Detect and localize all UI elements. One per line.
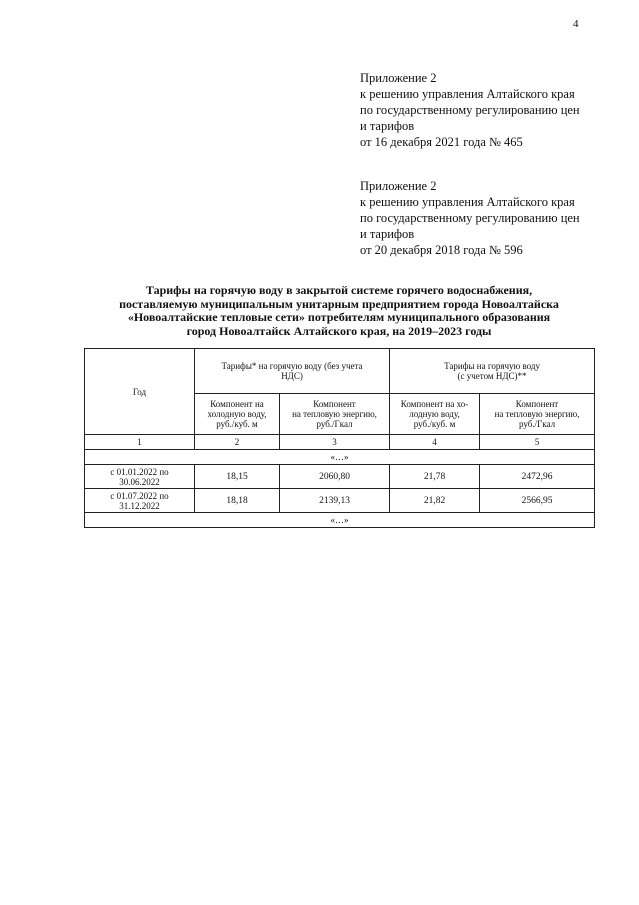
appendix-text: по государственному регулированию цен [360, 211, 580, 225]
header-line: Тарифы* на горячую воду (без учета [221, 361, 363, 371]
title-line: поставляемую муниципальным унитарным предприятием города Новоалтайска [119, 296, 559, 311]
ellipsis-row [85, 450, 595, 465]
appendix-date: от 20 декабря 2018 года № 596 [360, 243, 523, 257]
page-number: 4 [573, 18, 579, 30]
tariffs-table [84, 348, 595, 528]
table-header-row [85, 349, 595, 394]
period-line: 30.06.2022 [119, 476, 160, 487]
appendix-title: Приложение 2 [360, 71, 437, 85]
column-number: 1 [85, 435, 195, 450]
period-cell [85, 489, 195, 513]
header-line: руб./Гкал [518, 419, 556, 429]
omitted-rows-marker: «…» [85, 513, 595, 528]
column-number-row [85, 435, 595, 450]
appendix-current-block [360, 70, 620, 150]
appendix-text: и тарифов [360, 119, 415, 133]
cold-water-vat-value: 21,78 [390, 465, 480, 489]
year-header: Год [85, 349, 195, 435]
cold-water-no-vat-value: 18,18 [195, 489, 280, 513]
appendix-text: по государственному регулированию цен [360, 103, 580, 117]
appendix-text: и тарифов [360, 227, 415, 241]
header-line: Компонент на хо- [400, 399, 469, 409]
cold-water-no-vat-header [195, 394, 280, 435]
header-line: НДС) [281, 371, 303, 381]
header-line: (с учетом НДС)** [457, 371, 527, 381]
period-cell [85, 465, 195, 489]
period-line: 31.12.2022 [119, 500, 160, 511]
period-line: с 01.01.2022 по [110, 466, 169, 477]
header-line: Компонент [313, 399, 356, 409]
omitted-rows-marker: «…» [85, 450, 595, 465]
header-line: руб./куб. м [413, 419, 456, 429]
header-line: Компонент на [210, 399, 264, 409]
table-row [85, 465, 595, 489]
header-line: лодную воду, [409, 409, 460, 419]
header-line: Тарифы на горячую воду [444, 361, 540, 371]
title-line: Тарифы на горячую воду в закрытой системе горячего водоснабжения, [145, 283, 533, 297]
cold-water-vat-header [390, 394, 480, 435]
header-line: руб./куб. м [216, 419, 258, 429]
heat-no-vat-value: 2139,13 [280, 489, 390, 513]
appendix-date: от 16 декабря 2021 года № 465 [360, 135, 523, 149]
table-row [85, 489, 595, 513]
column-number: 5 [480, 435, 595, 450]
header-line: руб./Гкал [316, 419, 353, 429]
appendix-text: к решению управления Алтайского края [360, 87, 575, 101]
tariff-without-vat-header [195, 349, 390, 394]
column-number: 2 [195, 435, 280, 450]
column-number: 4 [390, 435, 480, 450]
title-line: город Новоалтайск Алтайского края, на 2019–2023 годы [186, 323, 492, 338]
document-title [84, 284, 594, 338]
header-line: на тепловую энергию, [494, 409, 580, 419]
ellipsis-row [85, 513, 595, 528]
period-line: с 01.07.2022 по [110, 490, 169, 501]
header-line: на тепловую энергию, [292, 409, 377, 419]
header-line: Компонент [515, 399, 559, 409]
header-line: холодную воду, [207, 409, 267, 419]
heat-no-vat-value: 2060,80 [280, 465, 390, 489]
appendix-title: Приложение 2 [360, 179, 437, 193]
heat-vat-value: 2472,96 [480, 465, 595, 489]
heat-vat-value: 2566,95 [480, 489, 595, 513]
column-number: 3 [280, 435, 390, 450]
heat-no-vat-header [280, 394, 390, 435]
tariff-with-vat-header [390, 349, 595, 394]
appendix-text: к решению управления Алтайского края [360, 195, 575, 209]
cold-water-no-vat-value: 18,15 [195, 465, 280, 489]
appendix-original-block [360, 178, 620, 258]
cold-water-vat-value: 21,82 [390, 489, 480, 513]
title-line: «Новоалтайские тепловые сети» потребителям муниципального образования [127, 310, 551, 324]
heat-vat-header [480, 394, 595, 435]
